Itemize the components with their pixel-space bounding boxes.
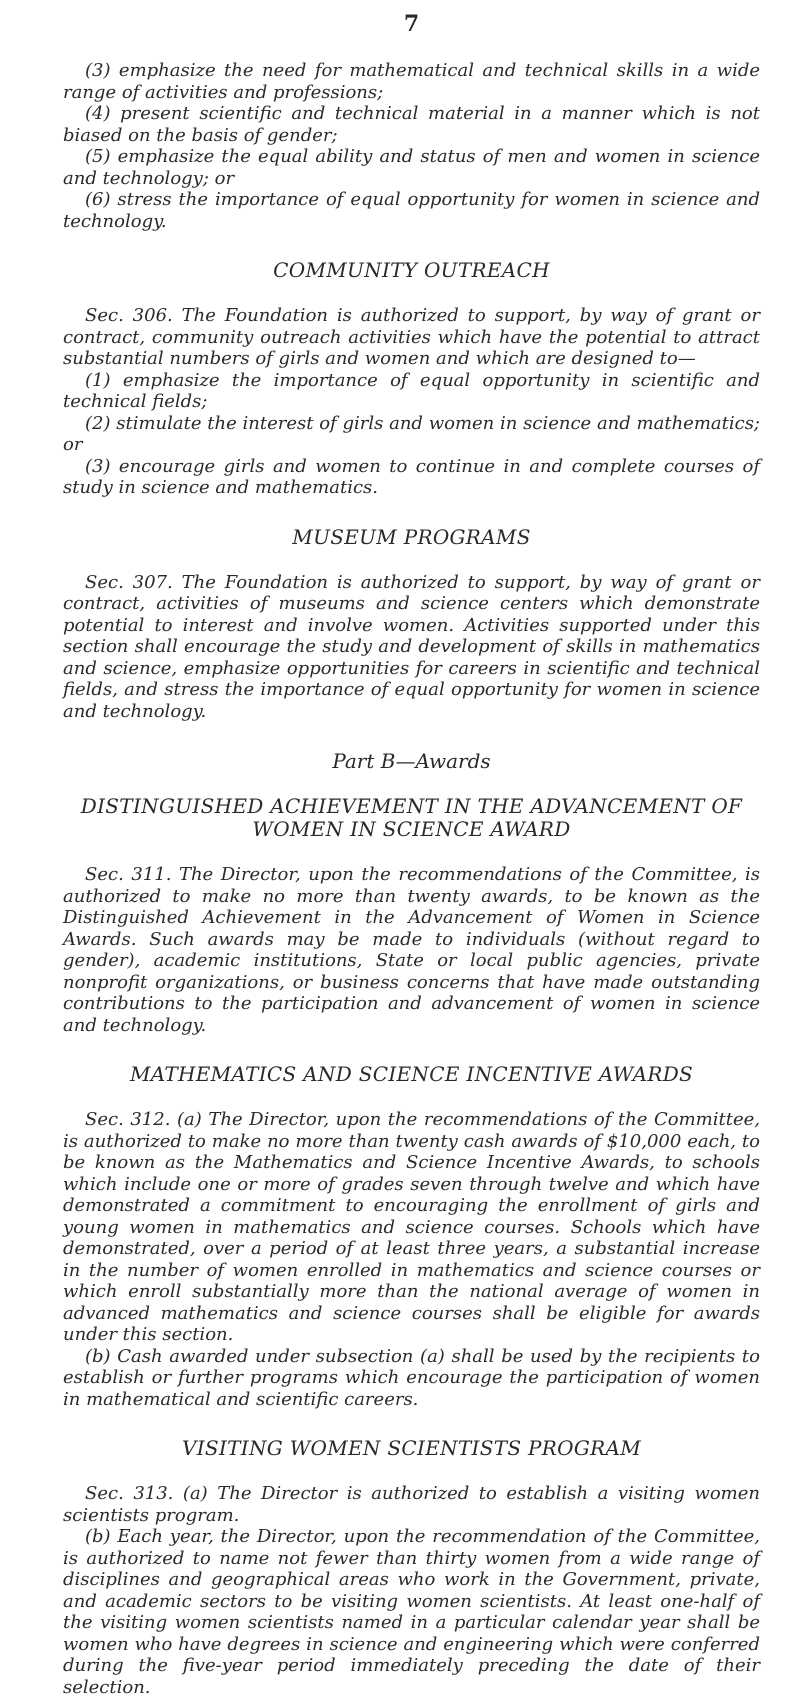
section-distinguished-award [63,795,760,1036]
section-paragraph: Sec. 307. The Foundation is authorized to support, by way of grant or contract, activities of museums and science centers which demonstrate potential to interest and involve women. Activities supported under this section shall encourage the study and development of skills in mathematics and science, emphasize opportunities for careers in scientific and technical fields, and stress the importance of equal opportunity for women in science and technology. [63,571,760,722]
page-number: 7 [403,11,420,37]
section-paragraph: (b) Cash awarded under subsection (a) shall be used by the recipients to establish or further programs which encourage the participation of women in mathematical and scientific careers. [63,1345,760,1410]
section-paragraph: (b) Each year, the Director, upon the recommendation of the Committee, is authorized to name not fewer than thirty women from a wide range of disciplines and geographical areas who work in the Government, private, and academic sectors to be visiting women scientists. At least one-half of the visiting women scientists named in a particular calendar year shall be women who have degrees in science and engineering which were conferred during the five-year period immediately preceding the date of their selection. [63,1526,760,1698]
section-museum-programs [63,526,760,723]
list-item: (3) encourage girls and women to continue in and complete courses of study in science and mathematics. [63,455,760,498]
section-heading: MUSEUM PROGRAMS [292,524,531,549]
list-item: (2) stimulate the interest of girls and women in science and mathematics; or [63,412,760,455]
part-heading: Part B—Awards [332,749,491,773]
section-heading: MATHEMATICS AND SCIENCE INCENTIVE AWARDS [129,1062,694,1086]
intro-item: (5) emphasize the equal ability and status of men and women in science and technology; or [63,146,760,189]
section-heading: VISITING WOMEN SCIENTISTS PROGRAM [181,1436,642,1460]
section-paragraph: Sec. 313. (a) The Director is authorized to establish a visiting women scientists program. [63,1483,760,1526]
section-visiting-scientists [63,1437,760,1698]
intro-item: (6) stress the importance of equal opportunity for women in science and technology. [63,189,760,232]
list-item: (1) emphasize the importance of equal opportunity in scientific and technical fields; [63,369,760,412]
section-community-outreach [63,259,760,499]
section-paragraph: Sec. 312. (a) The Director, upon the recommendations of the Committee, is authorized to make no more than twenty cash awards of $10,000 each, to be known as the Mathematics and Science Incentive Awards, to schools which include one or more of grades seven through twelve and which have demonstrated a commitment to encouraging the enrollment of girls and young women in mathematics and science courses. Schools which have demonstrated, over a period of at least three years, a substantial increase in the number of women enrolled in mathematics and science courses or which enroll substantially more than the national average of women in advanced mathematics and science courses shall be eligible for awards under this section. [63,1109,760,1345]
section-heading: DISTINGUISHED ACHIEVEMENT IN THE ADVANCEMENT OF WOMEN IN SCIENCE AWARD [80,794,743,841]
intro-item: (4) present scientific and technical material in a manner which is not biased on the basis of gender; [63,103,760,146]
intro-item: (3) emphasize the need for mathematical and technical skills in a wide range of activities and professions; [63,60,760,103]
section-heading: COMMUNITY OUTREACH [273,258,550,282]
section-incentive-awards [63,1063,760,1410]
intro-list [63,60,760,232]
section-paragraph: Sec. 311. The Director, upon the recommendations of the Committee, is authorized to make no more than twenty awards, to be known as the Distinguished Achievement in the Advancement of Women in Science Awards. Such awards may be made to individuals (without regard to gender), academic institutions, State or local public agencies, private nonprofit organizations, or business concerns that have made outstanding contributions to the participation and advancement of women in science and technology. [63,864,760,1036]
section-paragraph: Sec. 306. The Foundation is authorized to support, by way of grant or contract, community outreach activities which have the potential to attract substantial numbers of girls and women and which are designed to— [63,305,760,369]
